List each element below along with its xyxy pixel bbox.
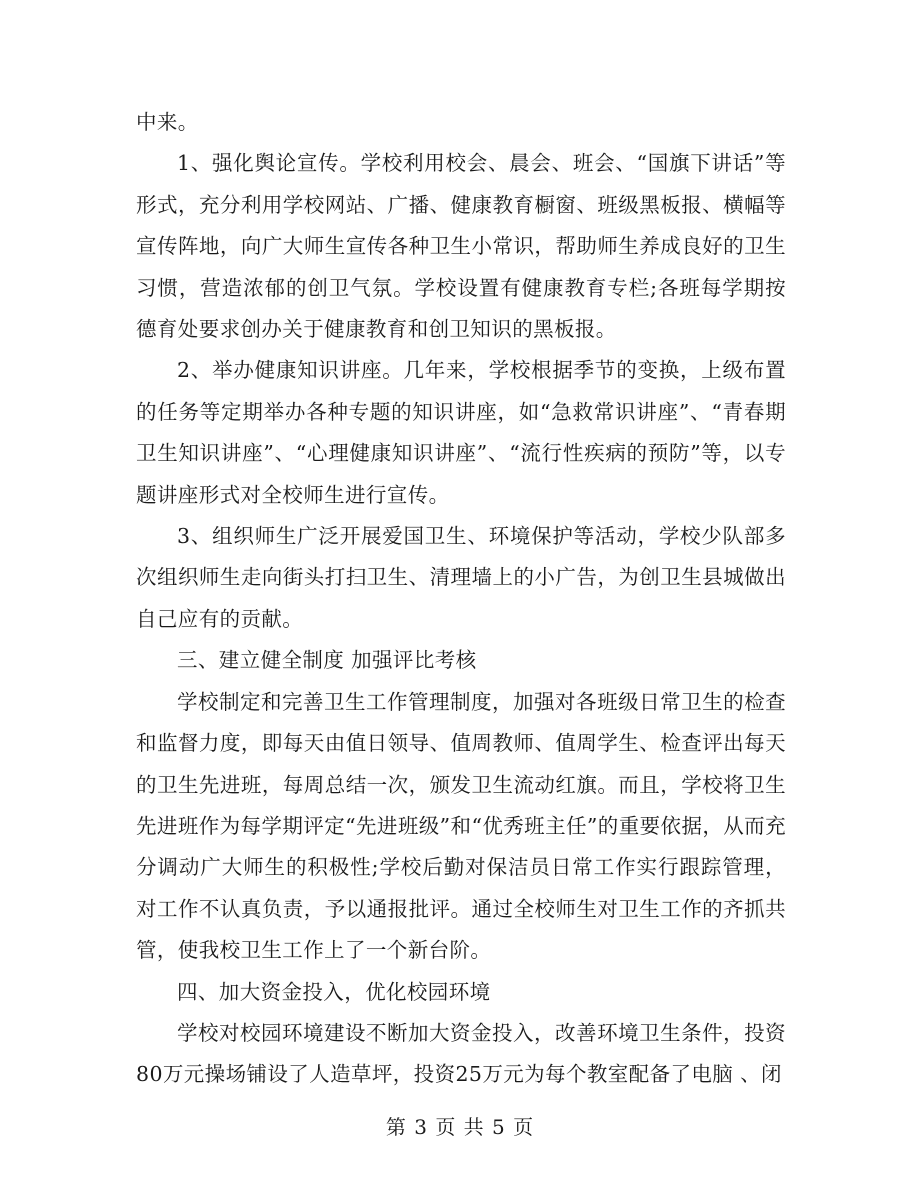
paragraph-item-1: 1、强化舆论宣传。学校利用校会、晨会、班会、“国旗下讲话”等形式，充分利用学校网站、广播、健康教育橱窗、班级黑板报、横幅等宣传阵地，向广大师生宣传各种卫生小常识，帮助师生养成良好的卫生习惯，营造浓郁的创卫气氛。学校设置有健康教育专栏;各班每学期按德育处要求创办关于健康教育和创卫知识的黑板报。 (136, 151, 786, 342)
document-page (136, 102, 786, 1096)
paragraph-continuation: 中来。 (136, 110, 199, 134)
page-number-footer: 第 3 页 共 5 页 (385, 1115, 535, 1139)
paragraph-section-4-body: 学校对校园环境建设不断加大资金投入，改善环境卫生条件，投资80万元操场铺设了人造草坪，投资25万元为每个教室配备了电脑 、闭 (136, 1020, 786, 1087)
section-heading-4: 四、加大资金投入，优化校园环境 (177, 979, 491, 1004)
section-heading-3: 三、建立健全制度 加强评比考核 (177, 648, 477, 673)
paragraph-item-2: 2、举办健康知识讲座。几年来，学校根据季节的变换，上级布置的任务等定期举办各种专题的知识讲座，如“急救常识讲座”、“青春期卫生知识讲座”、“心理健康知识讲座”、“流行性疾病的预防”等，以专题讲座形式对全校师生进行宣传。 (136, 358, 786, 507)
paragraph-item-3: 3、组织师生广泛开展爱国卫生、环境保护等活动，学校少队部多次组织师生走向街头打扫卫生、清理墙上的小广告，为创卫生县城做出自己应有的贡献。 (136, 524, 786, 631)
paragraph-section-3-body: 学校制定和完善卫生工作管理制度，加强对各班级日常卫生的检查和监督力度，即每天由值日领导、值周教师、值周学生、检查评出每天的卫生先进班，每周总结一次，颁发卫生流动红旗。而且，学校将卫生先进班作为每学期评定“先进班级”和“优秀班主任”的重要依据，从而充分调动广大师生的积极性;学校后勤对保洁员日常工作实行跟踪管理，对工作不认真负责，予以通报批评。通过全校师生对卫生工作的齐抓共管，使我校卫生工作上了一个新台阶。 (136, 689, 786, 963)
